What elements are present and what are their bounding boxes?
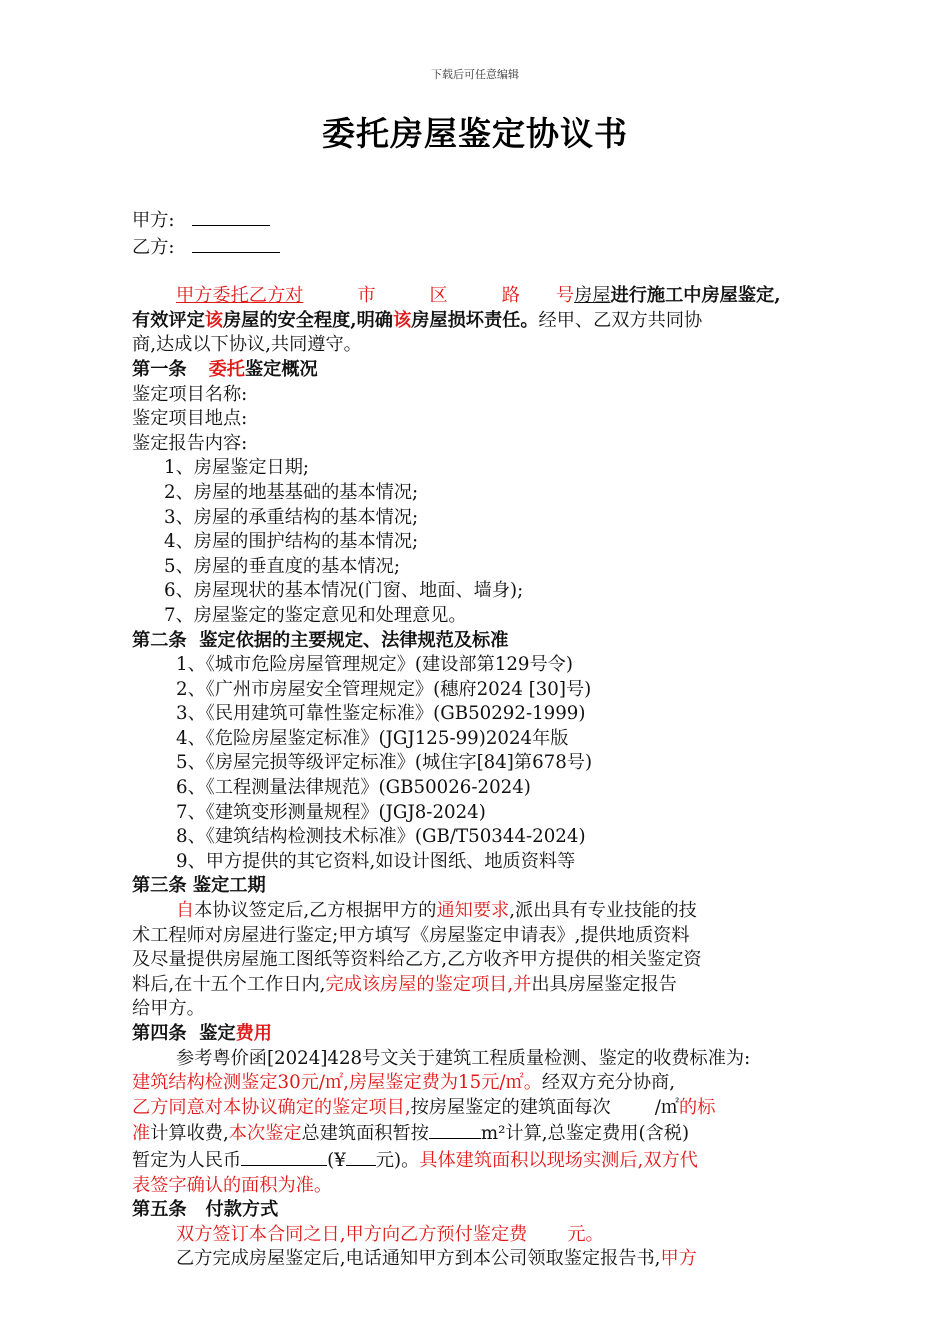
art4-heading-b: 费用	[235, 1023, 272, 1044]
document-body	[132, 207, 864, 1272]
art1-item: 6、房屋现状的基本情况(门窗、地面、墙身);	[164, 580, 524, 602]
art4-l4e: m²计算,总鉴定费用(含税)	[480, 1123, 690, 1145]
intro-l2f: 经甲、乙双方共同协	[538, 309, 703, 331]
intro-l2c: 房屋的安全程度,明确	[222, 309, 393, 331]
art3-line-3: 及尽量提供房屋施工图纸等资料给乙方,乙方收齐甲方提供的相关鉴定资	[132, 949, 702, 971]
art3-line-2: 术工程师对房屋进行鉴定;甲方填写《房屋鉴定申请表》,提供地质资料	[132, 924, 690, 946]
intro-city: 市	[357, 285, 376, 307]
art3-line-1	[132, 899, 864, 924]
art4-l5c: 元)。	[375, 1149, 420, 1171]
intro-no: 号	[555, 285, 575, 307]
art3-l4c: 出具房屋鉴定报告	[531, 973, 677, 995]
yen-amount-blank	[346, 1147, 376, 1166]
article-4-heading	[132, 1022, 864, 1047]
project-name: 鉴定项目名称:	[132, 383, 248, 405]
art4-l2a: 建筑结构检测鉴定30元/㎡,房屋鉴定费为15元/㎡。	[132, 1072, 542, 1094]
intro-l2e: 房屋损坏责任。	[411, 309, 539, 331]
art1-item: 7、房屋鉴定的鉴定意见和处理意见。	[164, 604, 467, 626]
art3-l1d: ,派出具有专业技能的技	[509, 900, 697, 922]
party-a-label: 甲方:	[132, 210, 175, 231]
art4-line-2	[132, 1071, 864, 1096]
article-2-heading: 第二条 鉴定依据的主要规定、法律规范及标准	[132, 629, 509, 651]
art1-item: 3、房屋的承重结构的基本情况;	[164, 506, 419, 528]
art4-line-6: 表签字确认的面积为准。	[132, 1174, 333, 1196]
intro-l2d: 该	[393, 309, 412, 331]
art2-item: 5、《房屋完损等级评定标准》(城住字[84]第678号)	[176, 752, 593, 774]
art4-l3b: 按房屋鉴定的建筑面每次	[410, 1096, 611, 1118]
art1-heading-c: 鉴定概况	[244, 358, 318, 380]
art4-l4b: 计算收费,	[150, 1123, 229, 1145]
art4-l5a: 暂定为人民币	[132, 1149, 242, 1171]
art3-l1b: 本协议签定后,乙方根据甲方的	[194, 900, 437, 922]
art3-line-5: 给甲方。	[132, 998, 205, 1020]
art2-item: 3、《民用建筑可靠性鉴定标准》(GB50292-1999)	[176, 703, 586, 725]
art5-l1b: 元。	[567, 1223, 604, 1245]
art4-l3c: /㎡	[654, 1096, 680, 1118]
art5-l1a: 双方签订本合同之日,甲方向乙方预付鉴定费	[176, 1223, 528, 1245]
art1-item: 5、房屋的垂直度的基本情况;	[164, 555, 400, 577]
art2-item: 9、甲方提供的其它资料,如设计图纸、地质资料等	[176, 850, 576, 872]
art3-line-4	[132, 973, 864, 998]
art4-l4a: 准	[132, 1123, 151, 1145]
art2-item: 8、《建筑结构检测技术标准》(GB/T50344-2024)	[176, 826, 586, 848]
intro-road: 路	[501, 285, 520, 307]
report-content: 鉴定报告内容:	[132, 432, 248, 454]
art5-line-2	[132, 1247, 864, 1272]
art3-l1c: 通知要求	[436, 900, 510, 922]
intro-line-2	[132, 309, 864, 334]
art3-l4b: 完成该房屋的鉴定项目,并	[325, 973, 532, 995]
art2-item: 2、《广州市房屋安全管理规定》(穗府2024 [30]号)	[176, 678, 592, 700]
intro-district: 区	[429, 285, 448, 307]
project-place: 鉴定项目地点:	[132, 408, 248, 430]
art2-item: 4、《危险房屋鉴定标准》(JGJ125-99)2024年版	[176, 727, 569, 749]
article-5-heading: 第五条 付款方式	[132, 1199, 279, 1221]
area-blank	[429, 1120, 481, 1139]
art3-l4a: 料后,在十五个工作日内,	[132, 973, 326, 995]
art4-l4c: 本次鉴定	[228, 1123, 302, 1145]
party-a-line	[132, 207, 864, 234]
art5-l2b: 甲方	[660, 1248, 697, 1270]
article-1-heading	[132, 358, 864, 383]
party-a-blank	[192, 207, 270, 226]
article-3-heading: 第三条 鉴定工期	[132, 875, 266, 897]
art1-heading-b: 委托	[208, 358, 245, 380]
art2-item: 1、《城市危险房屋管理规定》(建设部第129号令)	[176, 654, 573, 676]
party-b-label: 乙方:	[132, 236, 175, 258]
art4-l4d: 总建筑面积暂按	[301, 1123, 429, 1145]
art4-line-5	[132, 1147, 864, 1174]
intro-l2b: 该	[204, 309, 223, 331]
party-b-blank	[192, 234, 280, 253]
art5-line-1	[132, 1223, 864, 1248]
art1-item: 4、房屋的围护结构的基本情况;	[164, 531, 419, 553]
art4-l5d: 具体建筑面积以现场实测后,双方代	[419, 1149, 698, 1171]
art2-item: 6、《工程测量法律规范》(GB50026-2024)	[176, 777, 531, 799]
art1-item: 2、房屋的地基基础的基本情况;	[164, 481, 419, 503]
document-title: 委托房屋鉴定协议书	[322, 114, 628, 153]
art1-heading-a: 第一条	[132, 358, 187, 380]
art4-l5b: (¥	[327, 1149, 346, 1171]
art4-l3d: 的标	[679, 1096, 716, 1118]
art4-line-3	[132, 1096, 864, 1121]
art1-item: 1、房屋鉴定日期;	[164, 457, 310, 479]
art4-l2b: 经双方充分协商,	[541, 1072, 675, 1094]
art4-l3a: 乙方同意对本协议确定的鉴定项目,	[132, 1096, 411, 1118]
art4-line-1: 参考粤价函[2024]428号文关于建筑工程质量检测、鉴定的收费标准为:	[176, 1047, 751, 1069]
rmb-amount-blank	[241, 1147, 327, 1166]
intro-bold: 进行施工中房屋鉴定,	[610, 285, 781, 307]
art4-line-4	[132, 1120, 864, 1147]
art5-l2a: 乙方完成房屋鉴定后,电话通知甲方到本公司领取鉴定报告书,	[176, 1248, 661, 1270]
intro-line-1	[132, 284, 864, 309]
header-note: 下载后可任意编辑	[431, 68, 519, 81]
intro-l2a: 有效评定	[132, 309, 205, 331]
art4-heading-a: 第四条 鉴定	[132, 1023, 236, 1044]
intro-house: 房屋	[574, 285, 611, 307]
art3-l1a: 自	[176, 900, 195, 922]
art2-item: 7、《建筑变形测量规程》(JGJ8-2024)	[176, 801, 486, 823]
intro-red-text: 甲方委托乙方对	[176, 285, 304, 307]
party-b-line	[132, 234, 864, 261]
intro-line-3: 商,达成以下协议,共同遵守。	[132, 334, 362, 356]
